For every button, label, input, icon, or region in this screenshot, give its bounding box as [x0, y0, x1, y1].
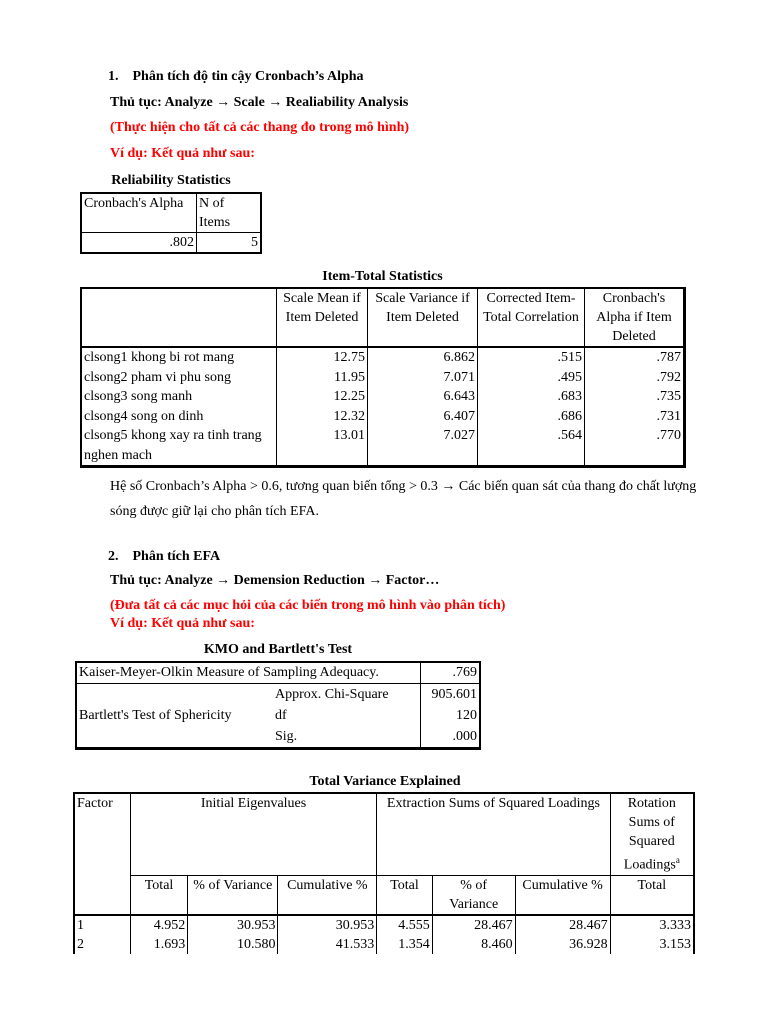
section1-example: Ví dụ: Kết quả như sau: [110, 146, 255, 161]
tve-header-initial: Initial Eigenvalues [130, 793, 376, 875]
section2-procedure: Thủ tục: Analyze → Demension Reduction → Factor… [110, 573, 440, 588]
item-variance: 6.407 [368, 407, 478, 427]
kmo-label: Kaiser-Meyer-Olkin Measure of Sampling Adequacy. [79, 665, 379, 680]
kmo-table [75, 661, 481, 750]
table-row [81, 347, 685, 368]
tve-sub-header: Total [377, 875, 433, 915]
tve-sub-header: Cumulative % [278, 875, 377, 915]
bartlett-row-value: 120 [421, 705, 481, 726]
item-correlation: .564 [478, 426, 585, 467]
item-alpha: .731 [585, 407, 685, 427]
bartlett-row-value: .000 [421, 726, 481, 749]
item-variance: 7.027 [368, 426, 478, 467]
tve-table [73, 792, 695, 954]
tve-cell: 1.354 [377, 935, 433, 954]
section2-heading: 2. Phân tích EFA [108, 549, 221, 564]
item-total-table [80, 287, 686, 468]
tve-factor: 2 [77, 936, 84, 952]
bartlett-row-label: Approx. Chi-Square [273, 684, 421, 706]
item-label: clsong4 song on dinh [84, 408, 204, 424]
item-label: clsong1 khong bi rot mang [84, 350, 235, 365]
item-total-header-blank [81, 288, 277, 347]
tve-header-factor: Factor [77, 796, 113, 811]
item-variance: 7.071 [368, 368, 478, 388]
kmo-title: KMO and Bartlett's Test [203, 642, 353, 657]
tve-header-rotation-label: Rotation Sums of Squared Loadings [623, 796, 676, 873]
tve-header-rotation [610, 793, 694, 875]
reliability-header-items: N of Items [197, 193, 262, 233]
tve-cell: 28.467 [515, 915, 610, 935]
item-mean: 12.75 [277, 347, 368, 368]
tve-cell: 30.953 [278, 915, 377, 935]
item-mean: 12.32 [277, 407, 368, 427]
item-label: clsong3 song manh [84, 389, 193, 404]
item-correlation: .686 [478, 407, 585, 427]
table-row [74, 935, 694, 954]
section2-note: (Đưa tất cả các mục hỏi của các biến trong mô hình vào phân tích) [110, 598, 506, 613]
item-alpha: .792 [585, 368, 685, 388]
reliability-header-alpha: Cronbach's Alpha [81, 193, 197, 233]
tve-cell: 8.460 [432, 935, 515, 954]
item-mean: 11.95 [277, 368, 368, 388]
item-label: clsong5 khong xay ra tinh trang nghen mach [84, 428, 262, 463]
tve-cell: 41.533 [278, 935, 377, 954]
item-total-title: Item-Total Statistics [322, 269, 443, 284]
section2-example: Ví dụ: Kết quả như sau: [110, 616, 255, 631]
tve-factor: 1 [74, 915, 130, 935]
kmo-value: .769 [421, 662, 481, 684]
conclusion-text: Hệ số Cronbach’s Alpha > 0.6, tương quan biến tổng > 0.3 → Các biến quan sát của thang đo chất lượng sóng được giữ lại cho phân tích EFA. [110, 479, 697, 519]
item-alpha: .735 [585, 387, 685, 407]
tve-header-extraction: Extraction Sums of Squared Loadings [377, 793, 610, 875]
tve-sub-header: % of Variance [188, 875, 278, 915]
item-correlation: .495 [478, 368, 585, 388]
table-row [81, 368, 685, 388]
tve-cell: 28.467 [432, 915, 515, 935]
item-total-header-variance: Scale Variance if Item Deleted [368, 288, 478, 347]
item-total-header-alpha: Cronbach's Alpha if Item Deleted [585, 288, 685, 347]
item-correlation: .683 [478, 387, 585, 407]
bartlett-label: Bartlett's Test of Sphericity [76, 684, 273, 749]
reliability-title: Reliability Statistics [111, 173, 231, 188]
item-alpha: .770 [585, 426, 685, 467]
item-total-header-mean: Scale Mean if Item Deleted [277, 288, 368, 347]
table-row [74, 915, 694, 935]
tve-sub-header: Total [610, 875, 694, 915]
table-row [81, 387, 685, 407]
item-mean: 13.01 [277, 426, 368, 467]
item-correlation: .515 [478, 347, 585, 368]
reliability-alpha-value: .802 [81, 233, 197, 254]
tve-title: Total Variance Explained [309, 774, 461, 789]
tve-sub-header: Total [130, 875, 187, 915]
section1-procedure: Thủ tục: Analyze → Scale → Realiability Analysis [110, 95, 409, 110]
tve-cell: 10.580 [188, 935, 278, 954]
tve-sub-header: % of Variance [432, 875, 515, 915]
tve-cell: 36.928 [515, 935, 610, 954]
bartlett-row-label: Sig. [275, 729, 298, 744]
item-variance: 6.643 [368, 387, 478, 407]
item-alpha: .787 [585, 347, 685, 368]
tve-cell: 3.333 [610, 915, 694, 935]
tve-cell: 4.555 [377, 915, 433, 935]
bartlett-row-label: df [275, 708, 287, 723]
bartlett-row-value: 905.601 [421, 684, 481, 706]
item-total-header-correlation: Corrected Item-Total Correlation [478, 288, 585, 347]
tve-cell: 1.693 [130, 935, 187, 954]
reliability-table [80, 192, 262, 254]
tve-cell: 30.953 [188, 915, 278, 935]
table-row [81, 407, 685, 427]
reliability-items-value: 5 [197, 233, 262, 254]
section1-note: (Thực hiện cho tất cả các thang đo trong mô hình) [110, 120, 410, 135]
table-row [81, 426, 685, 467]
section1-heading: 1. Phân tích độ tin cậy Cronbach’s Alpha [108, 69, 364, 84]
tve-cell: 3.153 [610, 935, 694, 954]
tve-cell: 4.952 [130, 915, 187, 935]
item-label: clsong2 pham vi phu song [84, 369, 231, 385]
item-mean: 12.25 [277, 387, 368, 407]
tve-header-rotation-sup: a [675, 855, 680, 865]
tve-sub-header: Cumulative % [515, 875, 610, 915]
item-variance: 6.862 [368, 347, 478, 368]
